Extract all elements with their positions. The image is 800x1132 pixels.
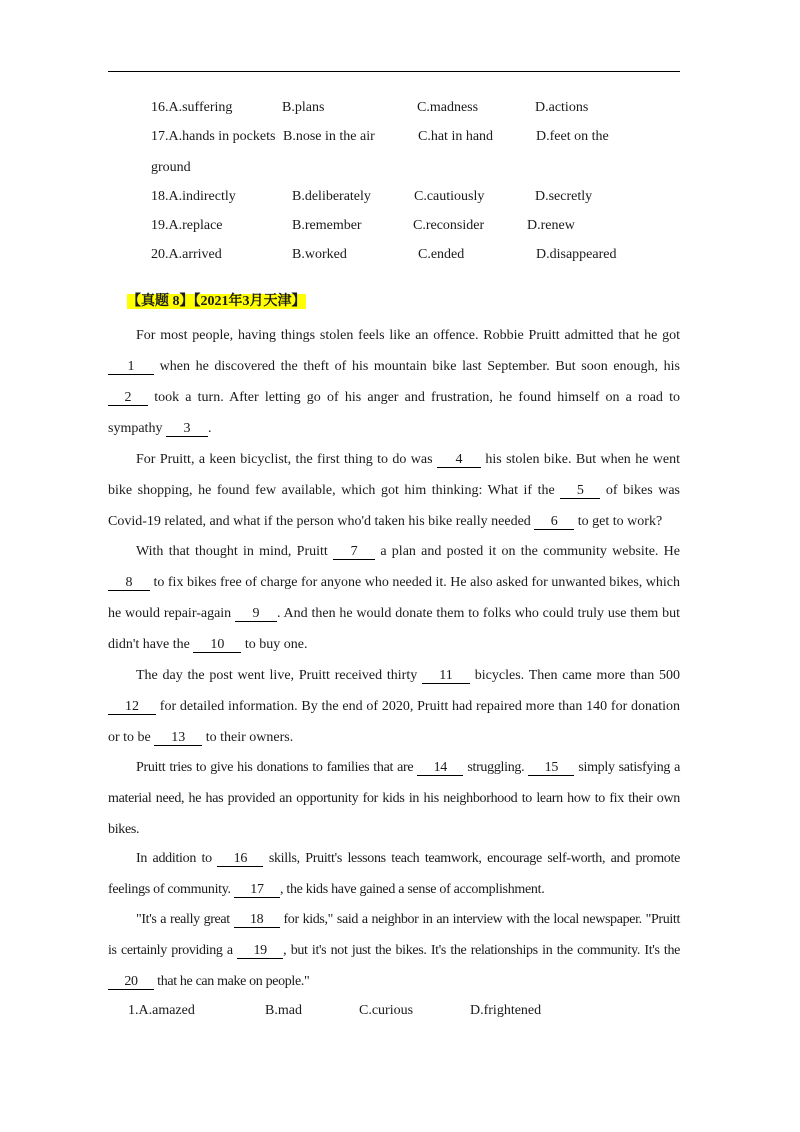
option-19-b: B.remember (292, 218, 362, 233)
blank-17: 17 (234, 882, 280, 898)
option-1-d: D.frightened (470, 1003, 542, 1018)
option-1-c: C.curious (359, 1003, 414, 1018)
blank-15: 15 (528, 760, 574, 776)
option-18-c: C.cautiously (414, 189, 485, 204)
paragraph-3: With that thought in mind, Pruitt 7 a plan and posted it on the community website. He 8 to fix bikes free of charge for anyone who needed it. He also asked for unwanted bikes, which he would repair-again 9 . And then he would donate them to folks who could truly use them but didn't have the 10 to buy one. (108, 544, 681, 652)
option-18-b: B.deliberately (292, 189, 371, 204)
option-17-d: D.feet on the (536, 129, 609, 144)
blank-20: 20 (108, 974, 154, 990)
blank-10: 10 (193, 637, 241, 653)
option-16-d: D.actions (535, 100, 589, 115)
option-16-a: 16.A.suffering (151, 100, 233, 115)
option-19-d: D.renew (527, 218, 575, 233)
blank-12: 12 (108, 699, 156, 715)
blank-6: 6 (534, 514, 574, 530)
paragraph-6: In addition to 16 skills, Pruitt's lessons teach teamwork, encourage self-worth, and promote feelings of community. 17 , the kids have gained a sense of accomplishment. (108, 851, 680, 897)
option-1-b: B.mad (265, 1003, 302, 1018)
blank-11: 11 (422, 668, 470, 684)
header-rule (108, 71, 680, 72)
paragraph-4: The day the post went live, Pruitt received thirty 11 bicycles. Then came more than 500 12 for detailed information. By the end of 2020, Pruitt had repaired more than 140 for donation or to be 13 to their owners. (108, 668, 681, 745)
paragraph-7: "It's a really great 18 for kids," said a neighbor in an interview with the local newspaper. "Pruitt is certainly providing a 19 , but it's not just the bikes. It's the relationships in the community. It's the 20 that he can make on people." (108, 912, 680, 989)
option-17-continuation: ground (151, 160, 191, 175)
blank-19: 19 (237, 943, 283, 959)
section-heading: 【真题 8】【2021年3月天津】 (127, 294, 306, 309)
blank-1: 1 (108, 359, 154, 375)
option-16-b: B.plans (282, 100, 325, 115)
blank-13: 13 (154, 730, 202, 746)
option-20-d: D.disappeared (536, 247, 617, 262)
blank-5: 5 (560, 483, 600, 499)
paragraph-1: For most people, having things stolen feels like an offence. Robbie Pruitt admitted that he got 1 when he discovered the theft of his mountain bike last September. But soon enough, his 2 took a turn. After letting go of his anger and frustration, he found himself on a road to sympathy 3 . (108, 328, 680, 436)
blank-18: 18 (234, 912, 280, 928)
paragraph-5: Pruitt tries to give his donations to families that are 14 struggling. 15 simply satisfying a material need, he has provided an opportunity for kids in his neighborhood to learn how to fix their own bikes. (108, 760, 681, 837)
blank-9: 9 (235, 606, 277, 622)
blank-3: 3 (166, 421, 208, 437)
option-1-a: 1.A.amazed (128, 1003, 195, 1018)
option-19-a: 19.A.replace (151, 218, 223, 233)
option-20-b: B.worked (292, 247, 347, 262)
option-16-c: C.madness (417, 100, 479, 115)
blank-8: 8 (108, 575, 150, 591)
blank-4: 4 (437, 452, 481, 468)
option-17-c: C.hat in hand (418, 129, 494, 144)
option-20-c: C.ended (418, 247, 465, 262)
option-19-c: C.reconsider (413, 218, 485, 233)
blank-2: 2 (108, 390, 148, 406)
blank-14: 14 (417, 760, 463, 776)
option-18-a: 18.A.indirectly (151, 189, 236, 204)
blank-7: 7 (333, 544, 375, 560)
option-17-b: B.nose in the air (283, 129, 375, 144)
paragraph-2: For Pruitt, a keen bicyclist, the first thing to do was 4 his stolen bike. But when he went bike shopping, he found few available, which got him thinking: What if the 5 of bikes was Covid-19 related, and what if the person who'd taken his bike really needed 6 to get to work? (108, 452, 680, 529)
option-20-a: 20.A.arrived (151, 247, 222, 262)
blank-16: 16 (217, 851, 263, 867)
option-17-a: 17.A.hands in pockets (151, 129, 276, 144)
option-18-d: D.secretly (535, 189, 593, 204)
